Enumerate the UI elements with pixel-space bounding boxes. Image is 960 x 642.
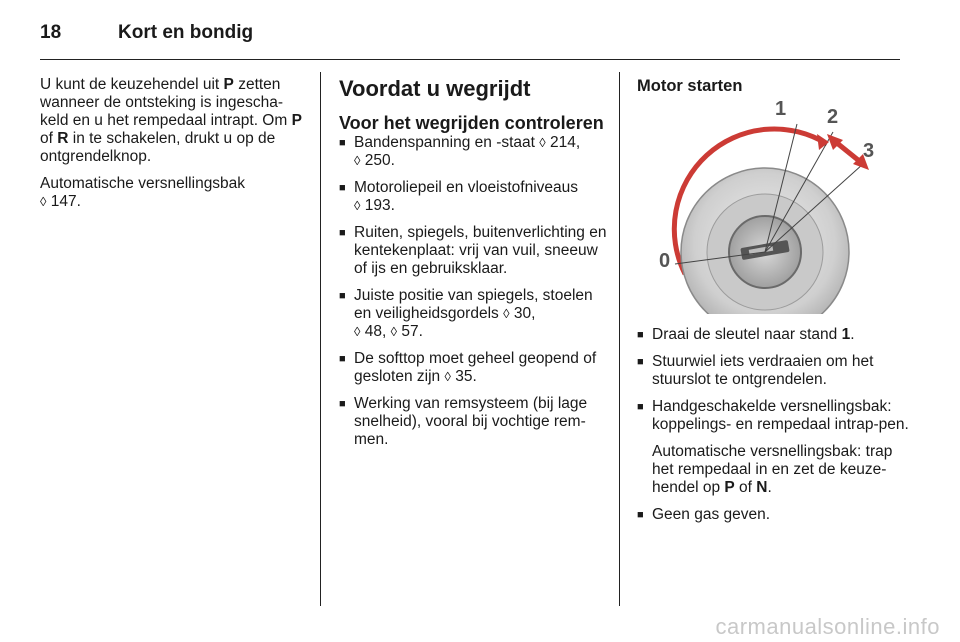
- page-ref-link[interactable]: 35.: [455, 368, 477, 385]
- list-item: ■ Handgeschakelde versnellingsbak: koppelings- en rempedaal intrap-pen. Automatische versnellingsbak: trap het rempedaal in en zet de keuze-hendel op P of N.: [637, 398, 909, 496]
- sub-paragraph-automatic: Automatische versnellingsbak: trap het rempedaal in en zet de keuze-hendel op P of N.: [652, 443, 893, 496]
- page-ref-icon: ◊: [40, 194, 47, 209]
- column-divider-1: [320, 72, 321, 606]
- list-item: ■ Juiste positie van spiegels, stoelen en veiligheidsgordels ◊ 30, ◊ 48, ◊ 57.: [339, 287, 593, 340]
- position-label-0: 0: [659, 250, 671, 272]
- page-ref-icon: ◊: [354, 153, 361, 168]
- list-item: ■ Motoroliepeil en vloeistofniveaus ◊ 193.: [339, 179, 579, 214]
- arc-arrowhead: [817, 134, 829, 150]
- page-ref-icon: ◊: [390, 324, 398, 339]
- bullet-icon: ■: [339, 137, 346, 149]
- bullet-icon: ■: [637, 509, 644, 521]
- page-ref-link[interactable]: 57.: [401, 323, 423, 340]
- list-item: ■ Ruiten, spiegels, buitenverlichting en kentekenplaat: vrij van vuil, sneeuw of ijs en gebruiksklaar.: [339, 224, 607, 277]
- list-item: ■ De softtop moet geheel geopend of gesloten zijn ◊ 35.: [339, 350, 597, 385]
- column-2: [339, 76, 607, 458]
- header-rule: [40, 59, 900, 60]
- page-ref-icon: ◊: [503, 306, 510, 321]
- page-ref-icon: ◊: [354, 324, 361, 339]
- bullet-icon: ■: [339, 290, 346, 302]
- bullet-icon: ■: [339, 227, 346, 239]
- list-item: ■ Geen gas geven.: [637, 506, 771, 523]
- column-divider-2: [619, 72, 620, 606]
- page-ref-icon: ◊: [444, 369, 451, 384]
- paragraph-selector-lever: U kunt de keuzehendel uit P zetten wanneer de ontsteking is ingescha-keld en u het rempedaal intrapt. Om P of R in te schakelen, drukt u op de ontgrendelknop.: [40, 76, 302, 165]
- column-3: [637, 76, 909, 533]
- section-subtitle: Voor het wegrijden controleren: [339, 113, 604, 133]
- chapter-title: Kort en bondig: [118, 22, 254, 43]
- position-label-2: 2: [827, 106, 839, 128]
- page-ref-link[interactable]: 250.: [364, 152, 395, 169]
- bullet-icon: ■: [339, 353, 346, 365]
- position-label-3: 3: [863, 140, 875, 162]
- bullet-icon: ■: [637, 329, 644, 341]
- list-item: ■ Bandenspanning en -staat ◊ 214, ◊ 250.: [339, 134, 581, 169]
- section-title: Voordat u wegrijdt: [339, 76, 531, 101]
- page-ref-link[interactable]: 48,: [364, 323, 387, 340]
- position-label-1: 1: [775, 98, 787, 120]
- list-item: ■ Draai de sleutel naar stand 1.: [637, 326, 855, 343]
- engine-start-steps: [637, 326, 909, 524]
- bullet-icon: ■: [339, 398, 346, 410]
- page-ref-link[interactable]: 30,: [513, 305, 536, 322]
- list-item: ■ Werking van remsysteem (bij lage snelheid), vooral bij vochtige rem-men.: [339, 395, 588, 448]
- bullet-icon: ■: [637, 401, 644, 413]
- page-number: 18: [40, 22, 62, 43]
- watermark: carmanualsonline.info: [715, 614, 940, 639]
- list-item: ■ Stuurwiel iets verdraaien om het stuurslot te ontgrendelen.: [637, 353, 874, 388]
- bullet-icon: ■: [339, 182, 346, 194]
- ignition-lock-illustration: [637, 104, 909, 314]
- page-ref-link[interactable]: 214,: [550, 134, 581, 151]
- page-ref-icon: ◊: [539, 135, 546, 150]
- page-ref-icon: ◊: [354, 198, 361, 213]
- page-ref-link[interactable]: 193.: [364, 197, 395, 214]
- ignition-switch-figure: [637, 98, 909, 314]
- paragraph-automatic-gearbox: Automatische versnellingsbak ◊ 147.: [40, 175, 246, 210]
- page-ref-link[interactable]: 147.: [50, 193, 81, 210]
- section-title-engine-start: Motor starten: [637, 77, 743, 95]
- checklist: [339, 134, 607, 449]
- bullet-icon: ■: [637, 356, 644, 368]
- column-1: [40, 76, 308, 211]
